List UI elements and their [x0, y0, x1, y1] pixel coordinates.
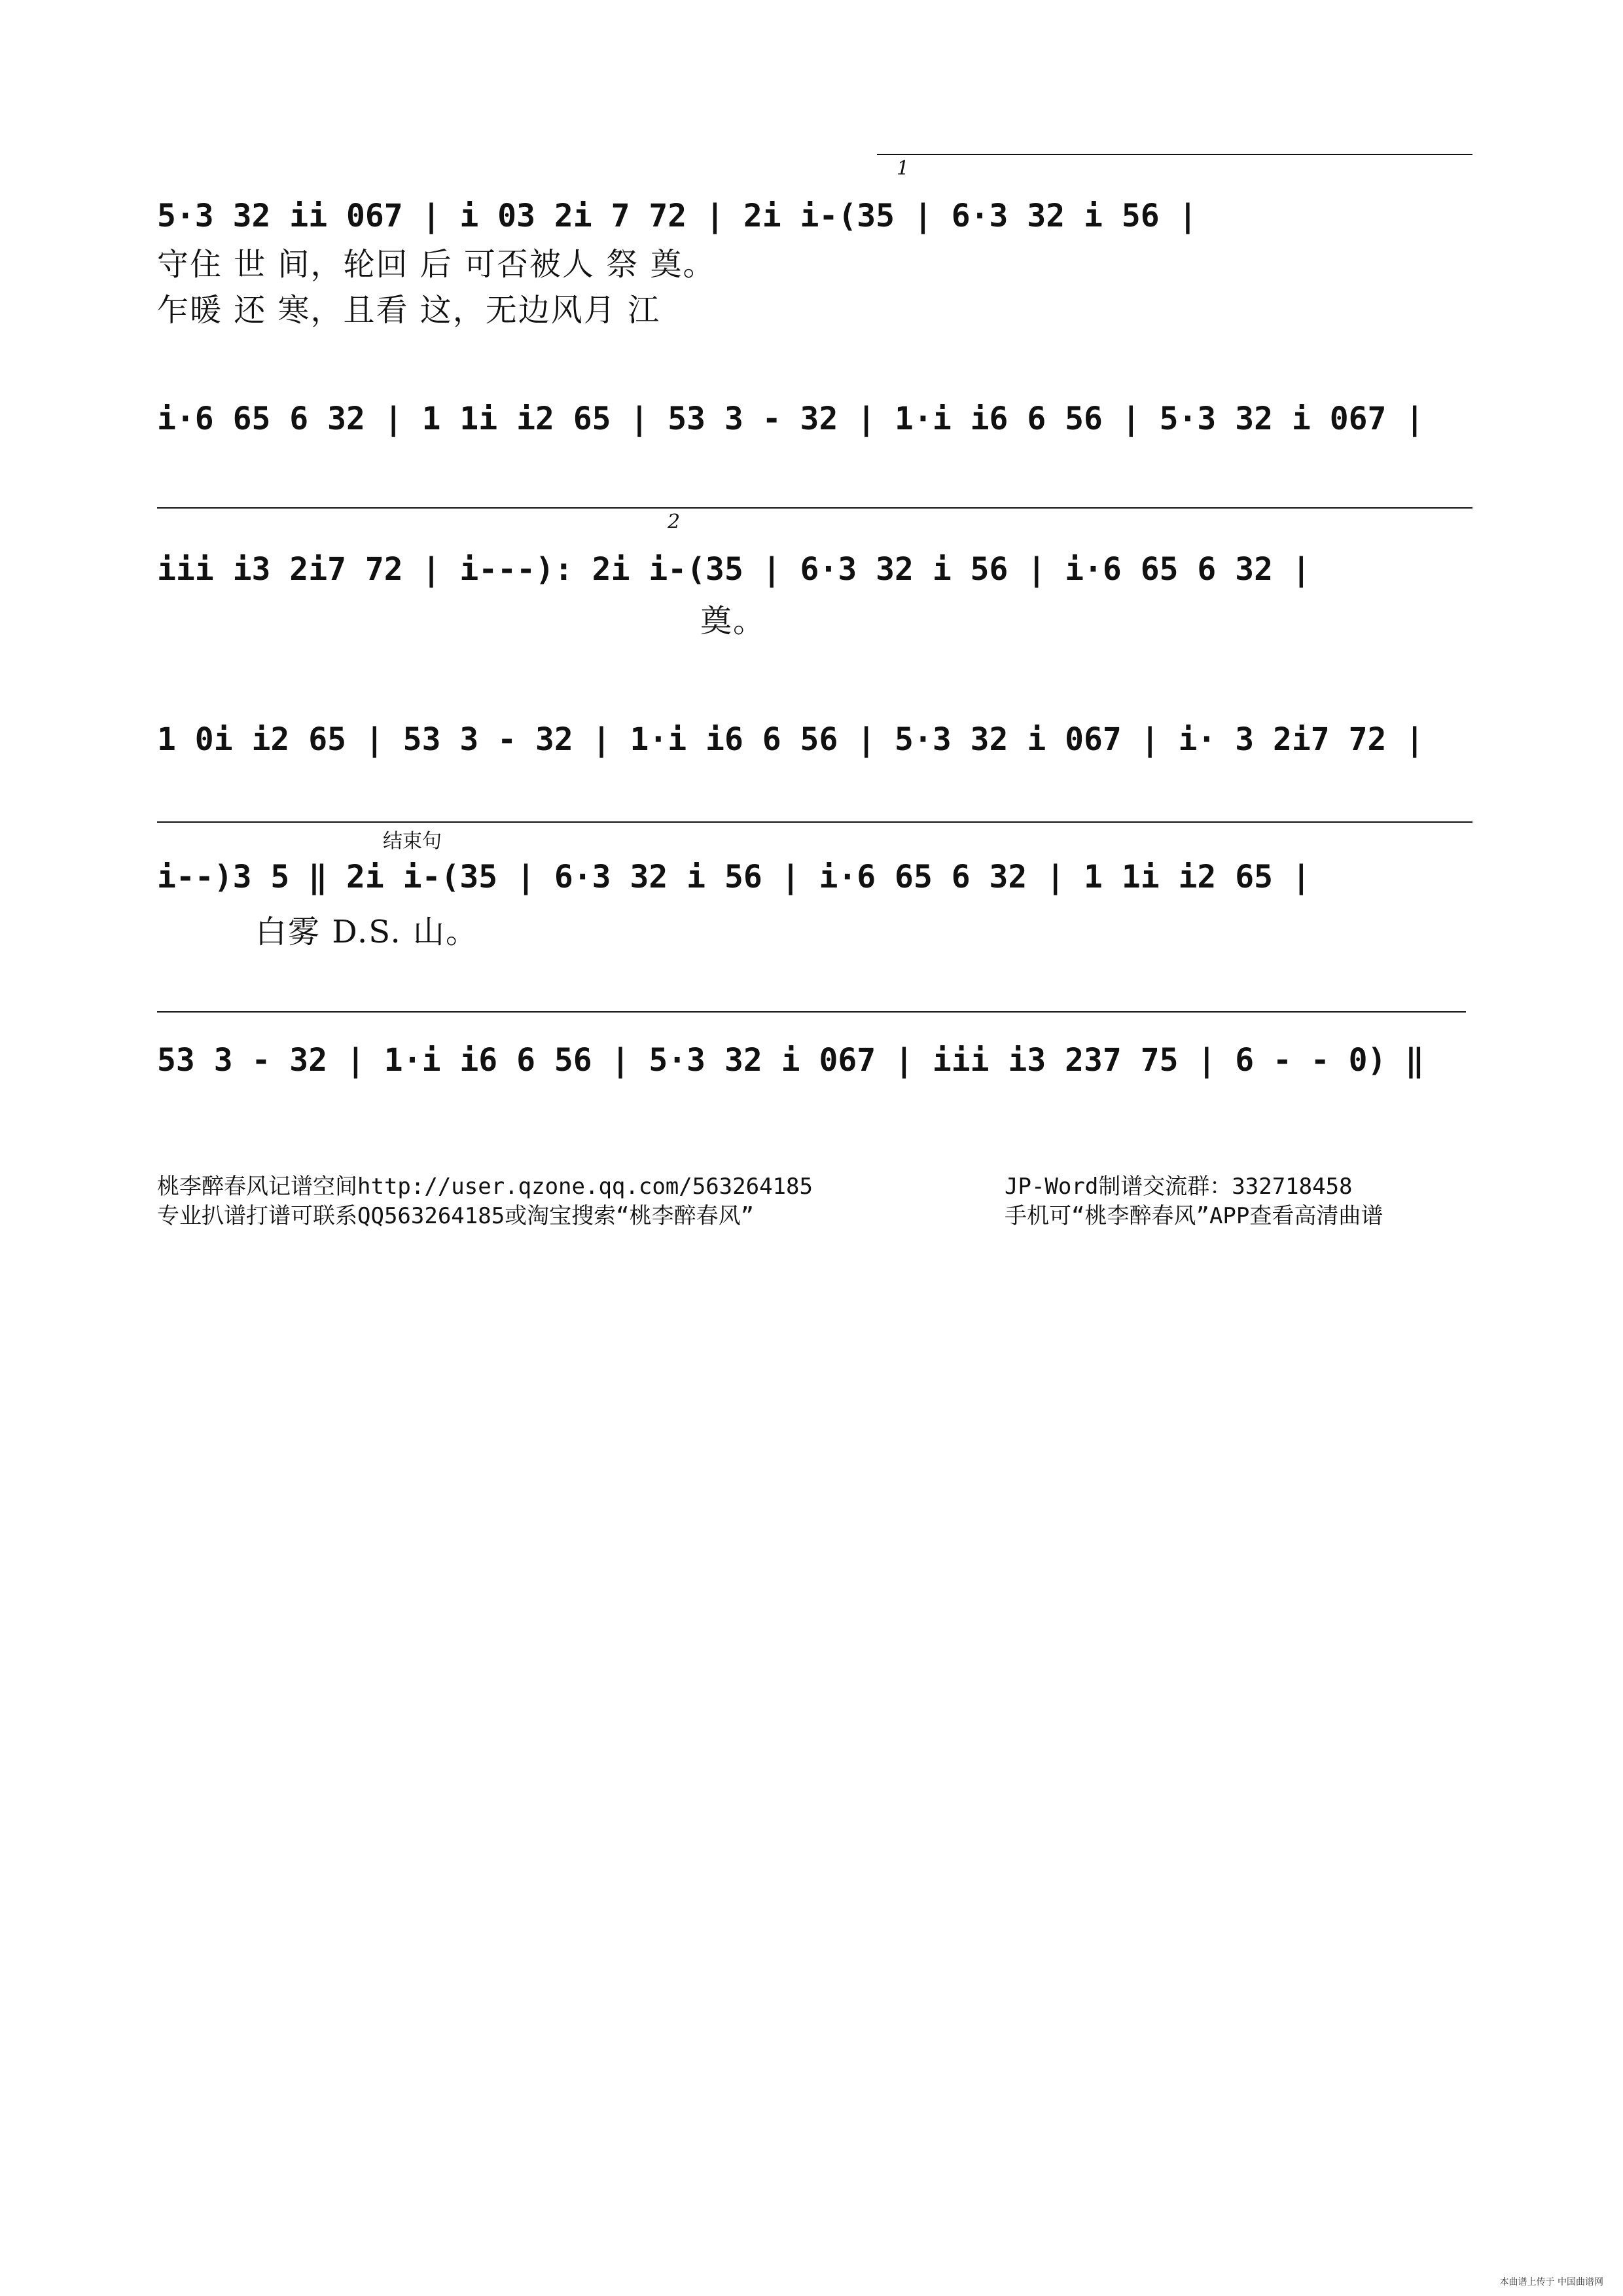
lyric-line-5: 白雾 D.S. 山。	[255, 914, 478, 950]
ending-phrase-marker: 结束句	[383, 830, 442, 853]
lyric-line-3: 奠。	[700, 603, 766, 639]
notation-line-1: 5·3 32 ii 067 | i 03 2i 7 72 | 2i i-(35 | 6·3 32 i 56 |	[157, 198, 1198, 234]
notation-line-6: 53 3 - 32 | 1·i i6 6 56 | 5·3 32 i 067 | iii i3 237 75 | 6 - - 0) ‖	[157, 1042, 1425, 1079]
footer-left-line2: 专业扒谱打谱可联系QQ563264185或淘宝搜索“桃李醉春风”	[157, 1203, 755, 1229]
notation-line-2: i·6 65 6 32 | 1 1i i2 65 | 53 3 - 32 | 1·i i6 6 56 | 5·3 32 i 067 |	[157, 401, 1425, 437]
footer-right-line2: 手机可“桃李醉春风”APP查看高清曲谱	[1005, 1203, 1383, 1229]
lyric-line-1b: 乍暖 还 寒，且看 这，无边风月 江	[157, 292, 661, 329]
notation-line-3: iii i3 2i7 72 | i---): 2i i-(35 | 6·3 32 i 56 | i·6 65 6 32 |	[157, 551, 1311, 588]
footer-left-line1: 桃李醉春风记谱空间http://user.qzone.qq.com/563264185	[157, 1174, 813, 1200]
notation-line-5: i--)3 5 ‖ 2i i-(35 | 6·3 32 i 56 | i·6 65 6 32 | 1 1i i2 65 |	[157, 859, 1311, 895]
final-bracket	[157, 1011, 1466, 1013]
volta-number-1: 1	[897, 157, 910, 180]
footer-right-line1: JP-Word制谱交流群：332718458	[1005, 1174, 1353, 1200]
volta-number-2: 2	[668, 511, 681, 533]
notation-line-4: 1 0i i2 65 | 53 3 - 32 | 1·i i6 6 56 | 5·3 32 i 067 | i· 3 2i7 72 |	[157, 721, 1425, 758]
volta-bracket-2	[157, 507, 1472, 509]
upload-credit: 本曲谱上传于 中国曲谱网	[1499, 2277, 1603, 2287]
volta-bracket-1	[877, 154, 1472, 155]
lyric-line-1a: 守住 世 间，轮回 后 可否被人 祭 奠。	[157, 246, 716, 283]
coda-bracket	[157, 821, 1472, 823]
